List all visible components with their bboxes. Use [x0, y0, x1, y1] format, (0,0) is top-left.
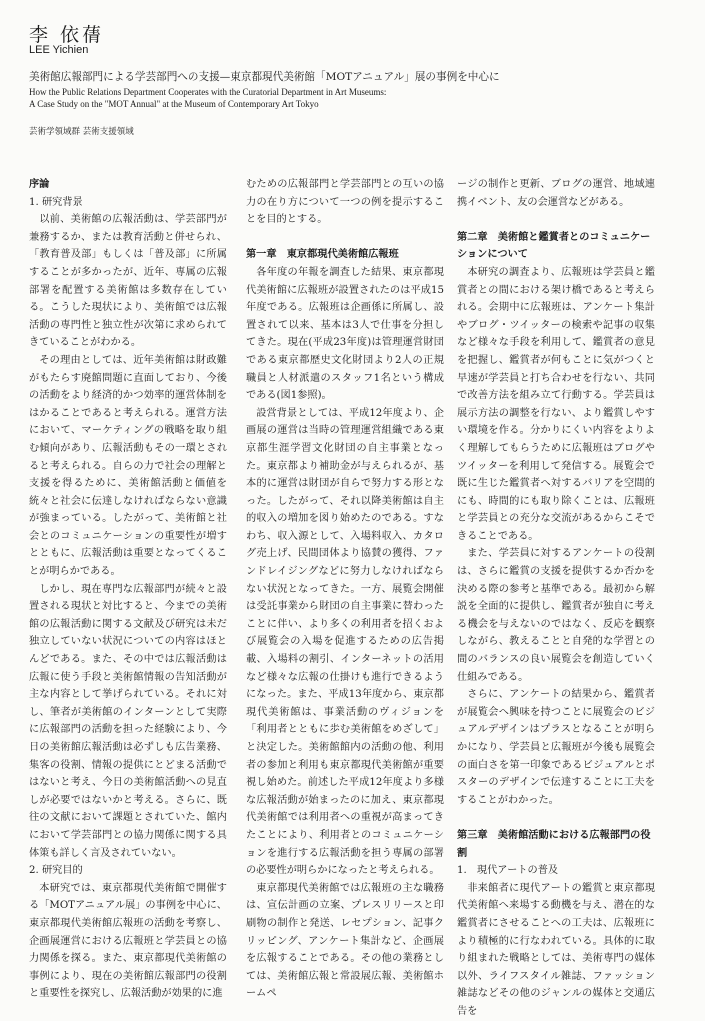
author-name-jp: 李 依蒨 [29, 24, 105, 46]
research-field: 芸術学領域群 芸術支援領域 [29, 127, 134, 137]
chapter-heading-3: 第三章 美術館活動における広報部門の役割 [457, 828, 651, 859]
paragraph-continued: むための広報部門と学芸部門との互いの協力の在り方について一つの例を提示することを目的とする。 [246, 179, 444, 226]
author-name-en: LEE Yichien [29, 44, 89, 56]
paragraph: その理由としては、近年美術館は財政難がもたらす廃館問題に直面しており、今後の活動をより経済的かつ効率的運営体制をはかることであると考えられる。運営方法において、マーケティングの戦略を取り組む傾向があり、広報活動もその一環とされると考えられる。自らの力で社会の理解と支援を得るために、美術館活動と価値を統々と社会に伝達しなければならない意識が強まっている。したがって、美術館と社会とのコミュニケーションの重要性が増すとともに、広報活動は重要となってくることが明らかである。 [29, 354, 227, 578]
paragraph: また、学芸員に対するアンケートの役割は、さらに鑑賞の支援を提供するか否かを決める際の参考と基準である。最初から解説を全面的に提供し、鑑賞者が独自に考える機会を与えないのではなく、反応を観察しながら、教えることと自発的な学習との間のバランスの良い展覧会を創造していく仕組みである。 [457, 548, 655, 683]
paper-title-en-line-2: A Case Study on the "MOT Annual" at the Museum of Contemporary Art Tokyo [29, 99, 319, 109]
paragraph: しかし、現在専門な広報部門が続々と設置される現状と対比すると、今までの美術館の広報活動に関する文献及び研究は未だ独立していない状況についての内容はほとんどである。また、その中では広報活動は広報に使う手段と美術館情報の告知活動が主な内容として挙げられている。それに対し、筆者が美術館のインターンとして実際に広報部門の活動を担った経験により、今日の美術館広報活動は必ずしも広告業務、集客の役割、情報の提供にとどまる活動ではないと考え、今日の美術館活動への見直しが必要ではないかと考える。さらに、既往の文献において課題とされていた、館内において学芸部門との協力関係に関する具体策も詳しく言及されていない。 [29, 583, 227, 859]
paragraph: さらに、アンケートの結果から、鑑賞者が展覧会へ興味を持つことに展覧会のビジュアルデザインはプラスとなることが明らかになり、学芸員と広報班が今後も展覧会の面白さを第一印象であるビジュアルとポスターのデザインで伝達することに工夫をすることがわかった。 [457, 689, 655, 806]
paragraph: 本研究の調査より、広報班は学芸員と鑑賞者との間における架け橋であると考えられる。会期中に広報班は、アンケート集計やブログ・ツイッターの検索や記事の収集など様々な手段を利用して、鑑賞者の意見を把握し、鑑賞者が何もことに気がつくと早速が学芸員と打ち合わせを行ない、共同で改善方法を組み立て行動する。学芸員は展示方法の調整を行ない、より鑑賞しやすい環境を作る。分かりにくい内容をよりよく理解してもらうために広報班はブログやツイッターを利用して発信する。展覧会で既に生じた鑑賞者へ対するバリアを空間的にも、時間的にも取り除くことは、広報班と学芸員との充分な交流があるからこそできることである。 [457, 266, 655, 542]
paragraph: 各年度の年報を調査した結果、東京都現代美術館に広報班が設置されたのは平成15年度である。広報班は企画係に所属し、設置されて以来、基本は3人で仕事を分担してきた。現在(平成23年度)は管理運営財団である東京都歴史文化財団より2人の正規職員と人材派遣のスタッフ1名という構成である(図1参照)。 [246, 266, 444, 402]
paper-title-jp: 美術館広報部門による学芸部門への支援—東京都現代美術館「MOTアニュアル」展の事例を中心に [29, 71, 500, 83]
paragraph-continued: ージの制作と更新、ブログの運営、地域連携イベント、友の会運営などがある。 [457, 179, 655, 208]
paragraph: 本研究では、東京都現代美術館で開催する「MOTアニュアル展」の事例を中心に、東京都現代美術館広報班の活動を考察し、企画展運営における広報班と学芸員との協力関係を探る。また、東京都現代美術館の事例により、現在の美術館広報部門の役割と重要性を探究し、広報活動が効果的に進 [29, 882, 227, 1000]
text-column-3 [457, 176, 655, 1021]
paragraph: 非来館者に現代アートの鑑賞と東京都現代美術館へ来場する動機を与え、潜在的な鑑賞者にさせることへの工夫は、広報班により積極的に行なわれている。具体的に取り組まれた戦略としては、美術専門の媒体以外、ライフスタイル雑誌、ファッション雑誌などその他のジャンルの媒体と交通広告を [457, 882, 655, 1017]
paragraph: 設営背景としては、平成12年度より、企画展の運営は当時の管理運営組織である東京都生涯学習文化財団の自主事業となった。東京都より補助金が与えられるが、基本的に運営は財団が自らで努力する形となった。したがって、それ以降美術館は自主的収入の増加を図り始めたのである。すなわち、収入源として、入場料収入、カタログ売上げ、民間団体より協賛の獲得、ファンドレイジングなどに努力しなければならない状況となってきた。一方、展覧会開催は受託事業から財団の自主事業に替わったことに伴い、より多くの利用者を招くおよび展覧会の入場を促進するための広告掲載、入場料の割引、インターネットの活用など様々な広報の仕掛けも進行できるようになった。また、平成13年度から、東京都現代美術館は、事業活動のヴィジョンを「利用者とともに歩む美術館をめざして」と決定した。美術館館内の活動の他、利用者の参加と利用も東京都現代美術館が重要視し始めた。前述した平成12年度より多様な広報活動が始まったのに加え、東京都現代美術館では利用者への重視が高まってきたことにより、利用者とのコミュニケーションを進行する広報活動を担う専属の部署の必要性が明らかになったと考えられる。 [246, 407, 444, 877]
paper-title-en [29, 86, 589, 110]
chapter-heading-2: 第二章 美術館と鑑賞者とのコミュニケーションについて [457, 230, 651, 261]
chapter-heading-1: 第一章 東京都現代美術館広報班 [246, 248, 399, 261]
text-column-1 [29, 176, 227, 1003]
paragraph: 以前、美術館の広報活動は、学芸部門が兼務するか、または教育活動と併せられ、「教育普及部」もしくは「普及部」に所属することが多かったが、近年、専属の広報部署を配置する美術館は多数存在している。こうした現状により、美術館では広報活動の専門性と独立性が次第に求められてきていることがわかる。 [29, 214, 227, 349]
subsection-heading-spread: 1. 現代アートの普及 [457, 865, 559, 877]
paper-title-en-line-1: How the Public Relations Department Cooperates with the Curatorial Department in Art Museums: [29, 87, 387, 97]
section-heading-introduction: 序論 [29, 178, 50, 190]
subsection-heading-purpose: 2. 研究目的 [29, 865, 83, 877]
subsection-heading-background: 1. 研究背景 [29, 196, 83, 208]
text-column-2 [246, 176, 444, 1003]
paragraph: 東京都現代美術館では広報班の主な職務は、宣伝計画の立案、プレスリリースと印刷物の制作と発送、レセプション、記事クリッピング、アンケート集計など、企画展を広報することである。その他の業務としては、美術館広報と常設展広報、美術館ホームペ [246, 882, 444, 1000]
